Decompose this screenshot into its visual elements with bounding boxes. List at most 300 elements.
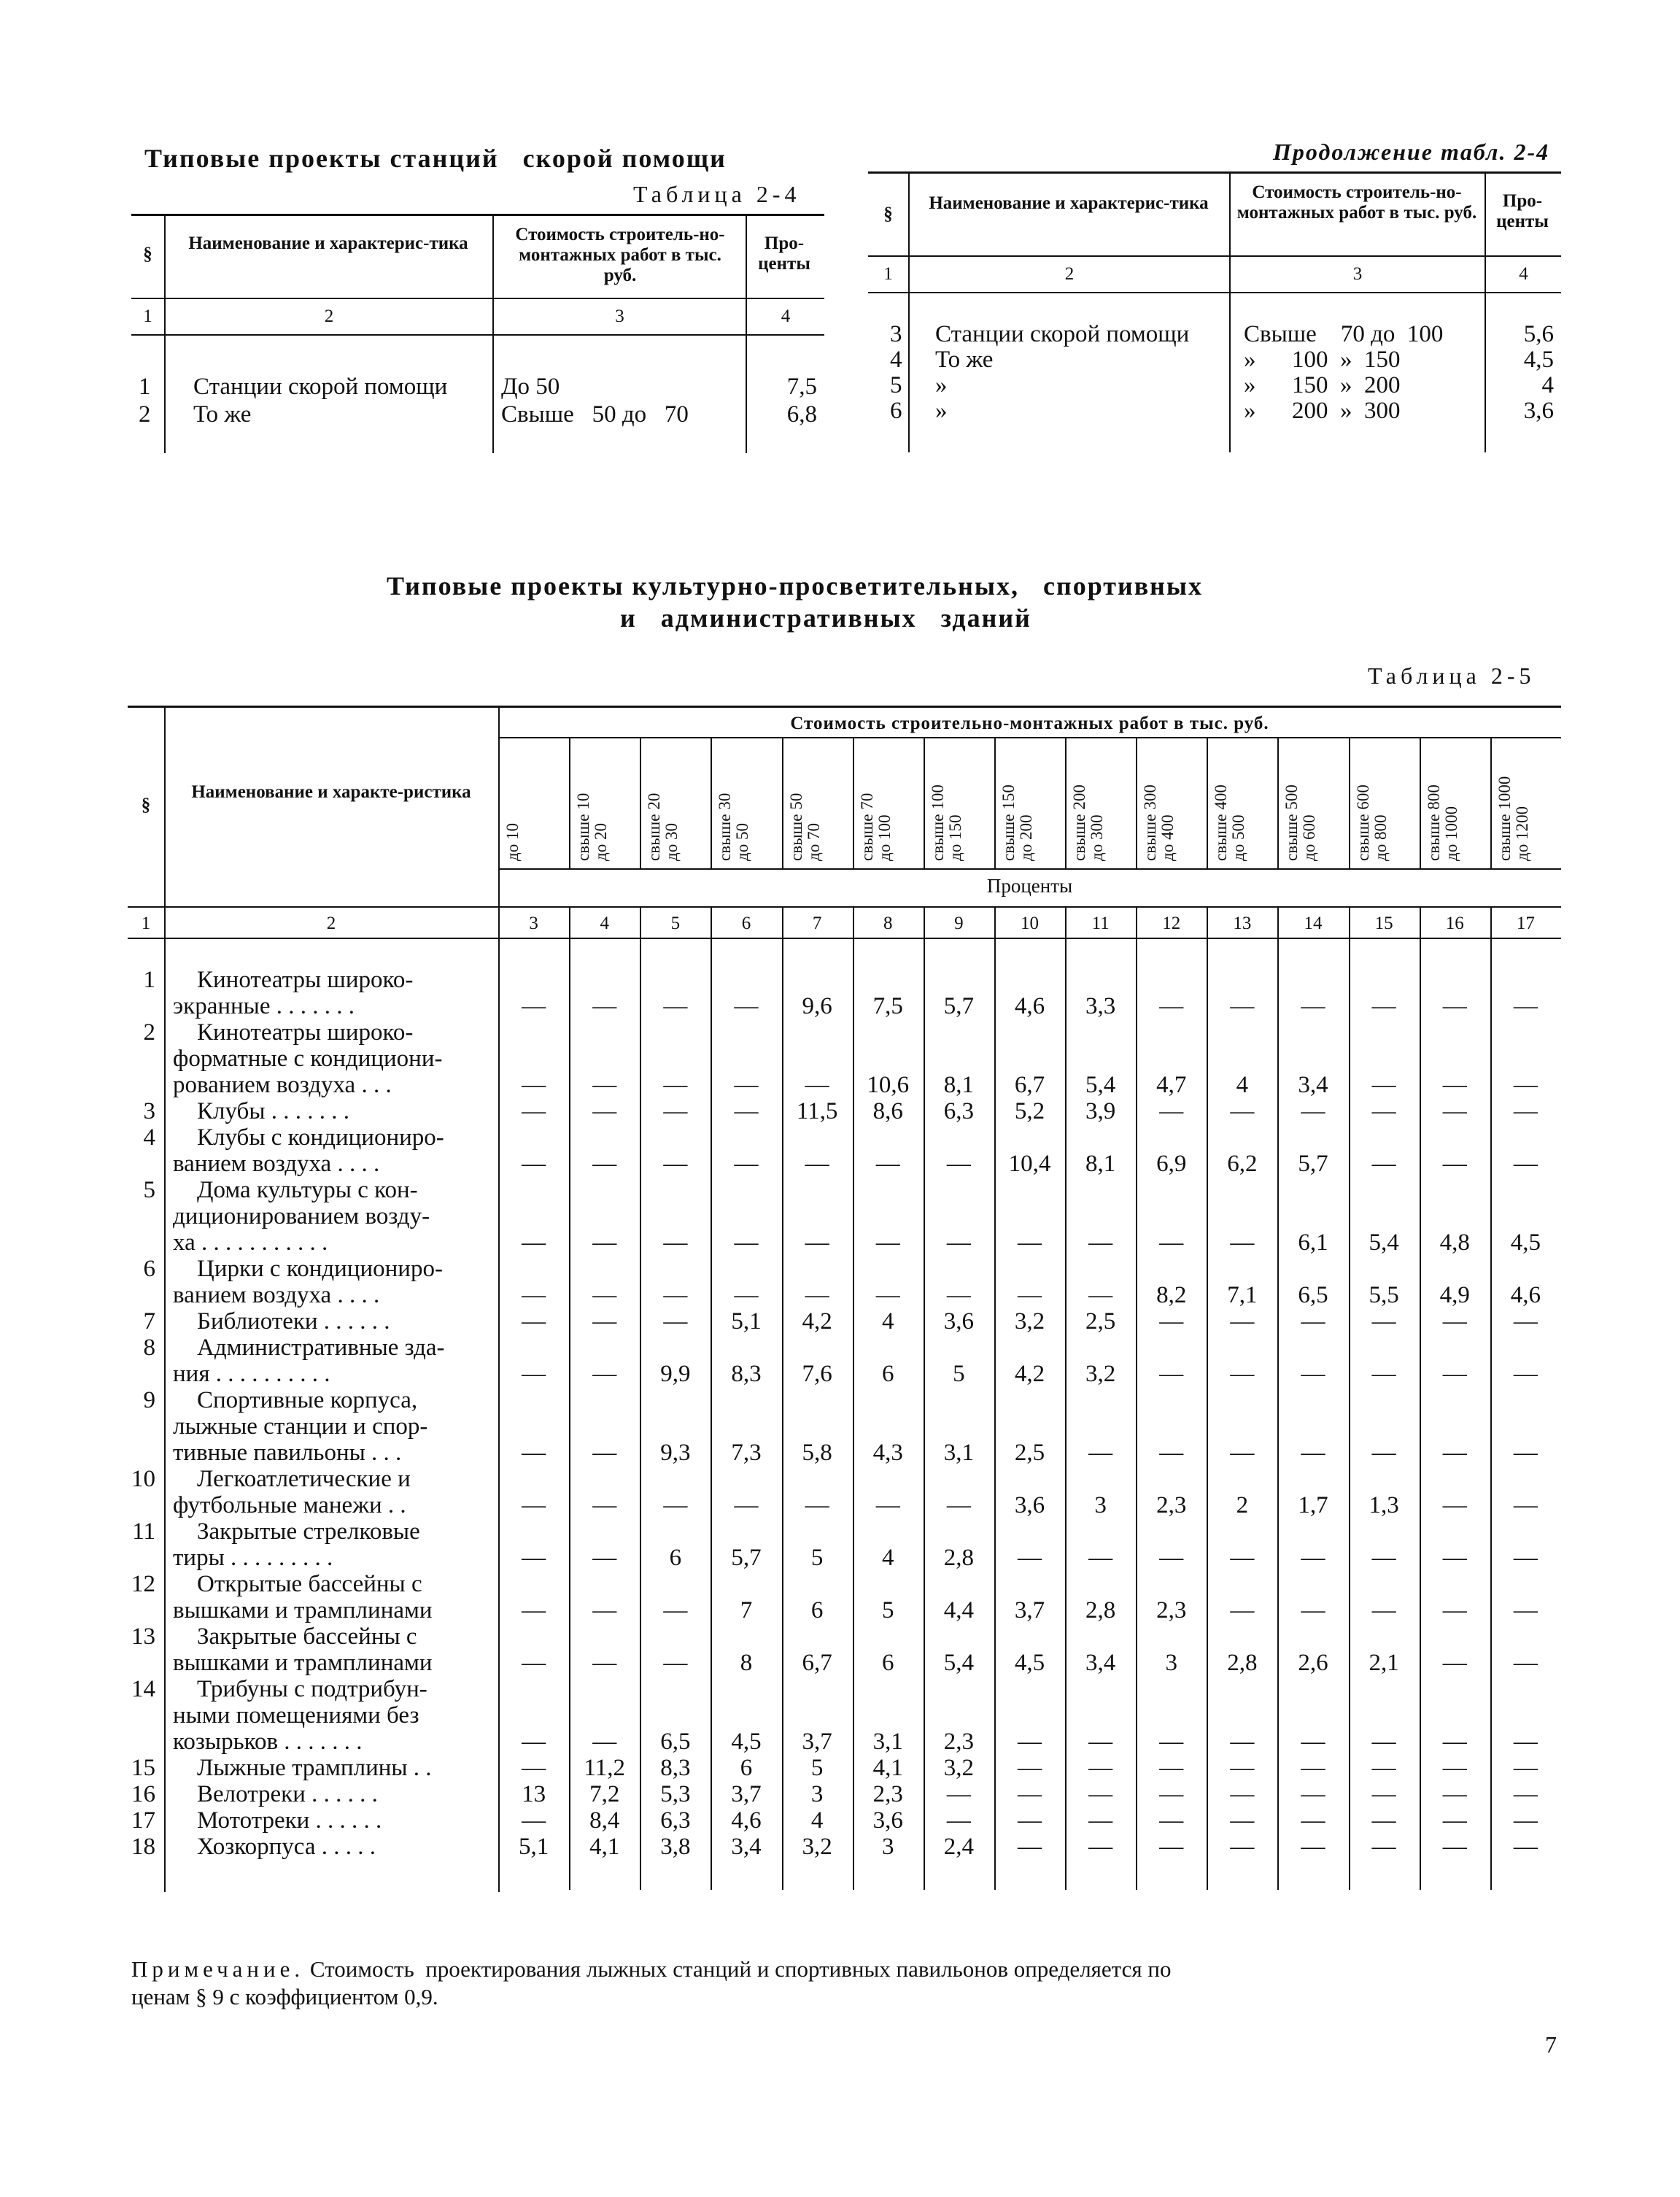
colnum: 6 [741,914,751,933]
row-name-line: ными помещениями без [173,1702,419,1729]
value-cell: — [1230,1807,1255,1834]
value-cell: 4,6 [1014,993,1045,1019]
continuation-caption: Продолжение табл. 2-4 [1273,139,1550,165]
value-cell: 4,6 [731,1807,762,1834]
value-cell: 2,3 [1156,1492,1187,1518]
colnum: 4 [781,306,791,326]
value-cell: — [1301,1834,1325,1860]
row-number: 5 [143,1177,155,1203]
value-cell: — [1159,1781,1184,1807]
row-pct: 5,6 [1523,321,1554,347]
value-cell: 2,8 [1085,1597,1116,1623]
value-cell: — [663,1229,688,1256]
row-name-line: ванием воздуха . . . . [173,1282,380,1308]
row-name-line: ния . . . . . . . . . . [173,1361,330,1387]
value-cell: — [1159,1807,1184,1834]
value-cell: — [1513,1361,1538,1387]
value-cell: — [1513,1492,1538,1518]
value-cell: — [1301,1361,1325,1387]
value-cell: — [805,1151,829,1177]
row-pct: 4 [1541,372,1554,398]
value-cell: — [1513,993,1538,1019]
value-cell: 2,8 [1227,1650,1258,1676]
value-cell: 3,2 [1085,1361,1116,1387]
range-header: свыше 30 до 50 [716,792,752,861]
row-number: 15 [131,1755,155,1781]
value-cell: — [663,1650,688,1676]
row-pct: 7,5 [786,374,817,400]
row-name: » [935,398,948,424]
table-row [131,401,824,428]
value-cell: — [1088,1440,1113,1466]
value-cell: 3,2 [802,1834,832,1860]
colnum: 7 [812,914,822,933]
value-cell: 5,3 [660,1781,691,1807]
row-name-line: Трибуны с подтрибун- [197,1676,427,1702]
header-sect: § [141,795,151,815]
value-cell: — [946,1492,971,1518]
range-header: свыше 20 до 30 [645,792,681,861]
header-pct: Про-центы [1496,191,1549,231]
value-cell: — [1371,1361,1396,1387]
table-row [0,1466,1561,1518]
row-number: 2 [143,1019,155,1046]
colnum: 2 [1064,264,1075,284]
note-line2: ценам § 9 с коэффициентом 0,9. [131,1984,438,2009]
value-cell: — [1301,1755,1325,1781]
value-cell: — [592,1098,617,1124]
value-cell: — [1301,1807,1325,1834]
row-number: 1 [139,374,151,400]
value-cell: — [1371,1440,1396,1466]
value-cell: — [1371,993,1396,1019]
colnum: 2 [324,306,334,326]
value-cell: 6 [669,1545,682,1571]
value-cell: — [1442,1729,1467,1755]
value-cell: — [1230,1729,1255,1755]
row-name-line: тивные павильоны . . . [173,1440,402,1466]
value-cell: — [875,1282,900,1308]
row-pct: 4,5 [1523,347,1554,373]
value-cell: — [1088,1545,1113,1571]
value-cell: 10,6 [867,1072,910,1098]
value-cell: 3,6 [872,1807,903,1834]
value-cell: — [522,1755,546,1781]
range-header: свыше 1000 до 1200 [1495,776,1531,861]
row-number: 7 [143,1308,155,1335]
row-number: 1 [143,967,155,993]
row-number: 8 [143,1335,155,1361]
table-row [0,1623,1561,1676]
value-cell: — [1301,1440,1325,1466]
table-row [0,1676,1561,1755]
value-cell: 8,3 [731,1361,762,1387]
value-cell: — [1230,1545,1255,1571]
table-2-5-caption: Таблица 2-5 [1368,663,1536,689]
value-cell: 2,5 [1085,1308,1116,1335]
row-name-line: вышками и трамплинами [173,1650,433,1676]
row-name-line: ха . . . . . . . . . . . [173,1229,328,1256]
value-cell: 4 [1236,1072,1249,1098]
value-cell: — [805,1229,829,1256]
value-cell: — [522,1072,546,1098]
value-cell: 5,1 [731,1308,762,1335]
row-number: 3 [890,321,902,347]
value-cell: — [592,1545,617,1571]
value-cell: 7,5 [872,993,903,1019]
value-cell: — [522,1492,546,1518]
value-cell: — [1159,1229,1184,1256]
value-cell: — [1230,1834,1255,1860]
value-cell: 4,5 [1014,1650,1045,1676]
value-cell: 9,6 [802,993,832,1019]
value-cell: 4,3 [872,1440,903,1466]
value-cell: — [946,1151,971,1177]
value-cell: — [1159,993,1184,1019]
value-cell: 2,1 [1369,1650,1399,1676]
value-cell: — [1159,1834,1184,1860]
table-row [868,398,1561,424]
value-cell: — [1513,1755,1538,1781]
value-cell: — [1442,1072,1467,1098]
header-sect: § [883,204,893,224]
value-cell: — [1017,1229,1042,1256]
value-cell: 7,1 [1227,1282,1258,1308]
table-row [868,347,1561,373]
value-cell: 3,7 [1014,1597,1045,1623]
value-cell: 3,9 [1085,1098,1116,1124]
value-cell: — [1513,1729,1538,1755]
row-number: 16 [131,1781,155,1807]
value-cell: 3,2 [943,1755,974,1781]
value-cell: 3,7 [731,1781,762,1807]
value-cell: 6,3 [660,1807,691,1834]
row-name-line: Велотреки . . . . . . [197,1781,378,1807]
table-row [0,967,1561,1019]
row-name-line: лыжные станции и спор- [173,1413,428,1440]
value-cell: — [805,1282,829,1308]
value-cell: — [522,1098,546,1124]
value-cell: — [1159,1361,1184,1387]
value-cell: 5 [810,1755,824,1781]
value-cell: — [1088,1282,1113,1308]
row-name: То же [193,401,252,428]
value-cell: 5,4 [1369,1229,1399,1256]
value-cell: 5,2 [1014,1098,1045,1124]
value-cell: — [1017,1834,1042,1860]
value-cell: 6 [740,1755,753,1781]
row-name-line: Открытые бассейны с [197,1571,422,1597]
value-cell: — [875,1492,900,1518]
colnum: 3 [615,306,624,326]
header-name: Наименование и характе-ристика [191,782,471,802]
table-row [0,1571,1561,1623]
value-cell: 8,4 [589,1807,620,1834]
row-name-line: Цирки с кондициониро- [197,1256,443,1282]
value-cell: — [663,1597,688,1623]
row-number: 4 [143,1124,155,1151]
row-name-line: ванием воздуха . . . . [173,1151,380,1177]
value-cell: — [1230,1098,1255,1124]
value-cell: — [522,1361,546,1387]
row-number: 6 [143,1256,155,1282]
value-cell: — [875,1151,900,1177]
colnum: 12 [1162,914,1181,933]
row-name-line: Кинотеатры широко- [197,1019,414,1046]
value-cell: — [1301,1098,1325,1124]
table-row [0,1834,1561,1860]
value-cell: — [592,1650,617,1676]
table-row [0,1177,1561,1256]
range-header: свыше 50 до 70 [786,792,823,861]
row-number: 12 [131,1571,155,1597]
row-number: 11 [132,1518,155,1545]
page-number: 7 [1545,2031,1557,2058]
table-row [0,1335,1561,1387]
table-2-4-caption: Таблица 2-4 [633,181,801,207]
value-cell: — [1513,1151,1538,1177]
value-cell: — [1513,1781,1538,1807]
value-cell: — [946,1282,971,1308]
value-cell: 2,4 [943,1834,974,1860]
range-header: свыше 500 до 600 [1282,784,1319,861]
value-cell: — [1513,1308,1538,1335]
value-cell: — [1513,1650,1538,1676]
value-cell: — [734,993,759,1019]
colnum: 14 [1304,914,1323,933]
range-header: свыше 100 до 150 [928,784,964,861]
row-name-line: Закрытые бассейны с [197,1623,417,1650]
value-cell: — [1513,1834,1538,1860]
value-cell: — [522,1440,546,1466]
value-cell: — [592,1597,617,1623]
value-cell: — [1017,1729,1042,1755]
header-name: Наименование и характерис-тика [929,193,1209,213]
value-cell: 6,5 [1298,1282,1328,1308]
value-cell: 8,3 [660,1755,691,1781]
row-name: » [935,372,948,398]
note-label: Примечание. [131,1956,305,1982]
value-cell: 5,7 [731,1545,762,1571]
value-cell: — [1442,1781,1467,1807]
value-cell: — [1230,1361,1255,1387]
row-name-line: козырьков . . . . . . . [173,1729,363,1755]
table-2-4-title: Типовые проекты станций скорой помощи [144,144,727,173]
value-cell: — [663,1151,688,1177]
value-cell: — [1088,1807,1113,1834]
value-cell: — [1442,1492,1467,1518]
value-cell: — [946,1781,971,1807]
value-cell: 9,3 [660,1440,691,1466]
value-cell: 7,2 [589,1781,620,1807]
range-header: до 10 [503,823,522,861]
row-pct: 3,6 [1523,398,1554,424]
row-name-line: Клубы с кондициониро- [197,1124,444,1151]
value-cell: — [522,993,546,1019]
row-number: 9 [143,1387,155,1413]
value-cell: — [1371,1072,1396,1098]
value-cell: — [1371,1545,1396,1571]
value-cell: — [1159,1440,1184,1466]
value-cell: — [1371,1098,1396,1124]
value-cell: 2,3 [1156,1597,1187,1623]
value-cell: 6 [881,1650,894,1676]
value-cell: — [1513,1597,1538,1623]
row-name-line: рованием воздуха . . . [173,1072,392,1098]
row-number: 13 [131,1623,155,1650]
value-cell: 5 [881,1597,894,1623]
table-row [0,1518,1561,1571]
value-cell: — [592,1072,617,1098]
value-cell: — [1159,1308,1184,1335]
value-cell: — [663,1098,688,1124]
value-cell: 3,7 [802,1729,832,1755]
value-cell: — [663,1282,688,1308]
colnum: 11 [1091,914,1110,933]
value-cell: — [592,1229,617,1256]
value-cell: — [1301,1729,1325,1755]
value-cell: 3 [1165,1650,1177,1676]
colnum: 4 [1519,264,1528,284]
header-sect: § [143,244,152,264]
value-cell: 7,6 [802,1361,832,1387]
value-cell: — [1513,1545,1538,1571]
value-cell: 2 [1236,1492,1249,1518]
value-cell: — [1513,1807,1538,1834]
value-cell: 5,1 [518,1834,549,1860]
value-cell: — [1513,1098,1538,1124]
value-cell: — [734,1492,759,1518]
value-cell: 3,4 [1085,1650,1116,1676]
value-cell: 3,4 [731,1834,762,1860]
value-cell: — [805,1492,829,1518]
table-row [868,321,1561,347]
row-name-line: футбольные манежи . . [173,1492,406,1518]
table-row [0,1019,1561,1098]
colnum: 8 [883,914,893,933]
value-cell: — [734,1072,759,1098]
value-cell: — [1371,1755,1396,1781]
colnum: 13 [1233,914,1252,933]
value-cell: — [1371,1597,1396,1623]
table-row [0,1755,1561,1781]
value-cell: — [1442,1308,1467,1335]
value-cell: — [1017,1781,1042,1807]
value-cell: — [522,1597,546,1623]
value-cell: — [1442,1650,1467,1676]
colnum: 15 [1374,914,1393,933]
value-cell: 8 [740,1650,753,1676]
value-cell: 8,2 [1156,1282,1187,1308]
value-cell: — [663,993,688,1019]
value-cell: — [522,1229,546,1256]
value-cell: — [1230,1781,1255,1807]
table-2-5-title-line2: и административных зданий [620,603,1031,633]
note-line1: Стоимость проектирования лыжных станций и спортивных павильонов определяется по [304,1956,1172,1982]
row-name-line: Спортивные корпуса, [197,1387,418,1413]
value-cell: — [1371,1151,1396,1177]
value-cell: — [734,1098,759,1124]
row-name-line: Легкоатлетические и [197,1466,411,1492]
header-cost: Стоимость строитель-но-монтажных работ в тыс. руб. [1236,182,1477,223]
table-row [0,1098,1561,1124]
value-cell: — [1442,1098,1467,1124]
colnum: 17 [1516,914,1535,933]
row-name-line: диционированием возду- [173,1203,430,1229]
value-cell: 4,1 [589,1834,620,1860]
value-cell: — [734,1282,759,1308]
value-cell: 5,7 [1298,1151,1328,1177]
value-cell: — [1513,1440,1538,1466]
value-cell: — [1230,1229,1255,1256]
value-cell: 10,4 [1008,1151,1051,1177]
range-header: свыше 200 до 300 [1070,784,1107,861]
colnum: 1 [141,914,151,933]
value-cell: — [592,1361,617,1387]
value-cell: 4,8 [1439,1229,1470,1256]
value-cell: — [1442,1834,1467,1860]
row-name-line: Дома культуры с кон- [197,1177,418,1203]
row-pct: 6,8 [786,401,817,428]
value-cell: — [1159,1098,1184,1124]
value-cell: 9,9 [660,1361,691,1387]
value-cell: — [1017,1282,1042,1308]
value-cell: — [1017,1755,1042,1781]
note [131,1955,1561,2011]
value-cell: — [522,1807,546,1834]
value-cell: 3 [881,1834,894,1860]
value-cell: 6,3 [943,1098,974,1124]
range-header: свыше 400 до 500 [1212,784,1248,861]
row-number: 4 [890,347,902,373]
value-cell: — [734,1229,759,1256]
value-cell: — [1442,1545,1467,1571]
table-row [131,374,824,400]
value-cell: 11,2 [584,1755,625,1781]
value-cell: 2,8 [943,1545,974,1571]
value-cell: 2,3 [943,1729,974,1755]
row-number: 18 [131,1834,155,1860]
row-number: 17 [131,1807,155,1834]
value-cell: — [522,1282,546,1308]
value-cell: — [946,1229,971,1256]
value-cell: 4,6 [1510,1282,1541,1308]
value-cell: 3,2 [1014,1308,1045,1335]
value-cell: — [522,1729,546,1755]
value-cell: 4,2 [1014,1361,1045,1387]
row-name-line: Кинотеатры широко- [197,967,414,993]
value-cell: — [592,1440,617,1466]
header-cost: Стоимость строительно-монтажных работ в тыс. руб. [790,714,1269,733]
value-cell: 4,1 [872,1755,903,1781]
value-cell: — [1088,1755,1113,1781]
value-cell: 3,6 [943,1308,974,1335]
value-cell: — [946,1807,971,1834]
row-number: 2 [139,401,151,428]
value-cell: 6,2 [1227,1151,1258,1177]
value-cell: — [1017,1807,1042,1834]
value-cell: 6 [810,1597,824,1623]
header-pct: Про-центы [758,233,810,274]
row-cost: До 50 [501,374,560,400]
value-cell: — [1159,1545,1184,1571]
row-number: 5 [890,372,902,398]
value-cell: 1,7 [1298,1492,1328,1518]
row-name: То же [935,347,994,373]
value-cell: — [1230,1755,1255,1781]
table-row [0,1124,1561,1177]
colnum: 3 [529,914,538,933]
